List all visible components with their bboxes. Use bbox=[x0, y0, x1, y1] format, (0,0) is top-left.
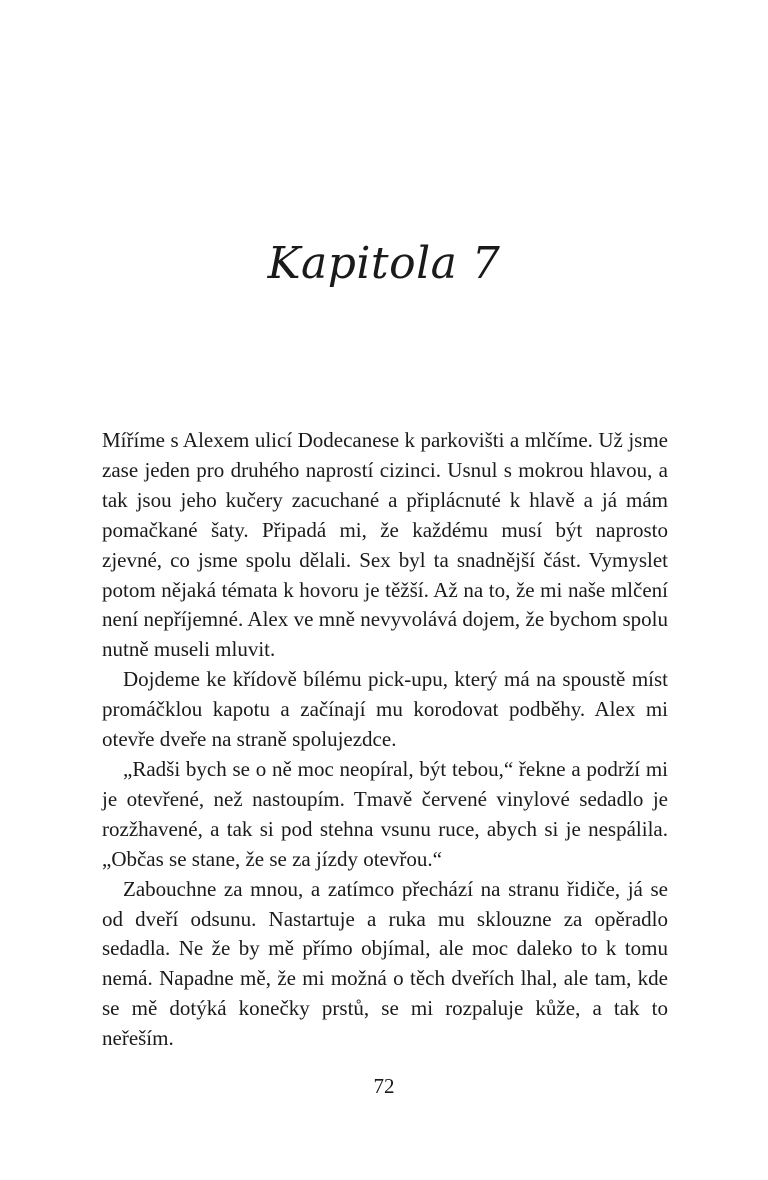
chapter-title: Kapitola 7 bbox=[267, 238, 501, 289]
paragraph-2: Dojdeme ke křídově bílému pick-upu, který má na spoustě míst promáčklou kapotu a začínají mu korodovat podběhy. Alex mi otevře dveře na straně spolujezdce. bbox=[102, 667, 668, 752]
paragraph-3: „Radši bych se o ně moc neopíral, být tebou,“ řekne a podrží mi je otevřené, než nastoupím. Tmavě červené vinylové sedadlo je rozžhavené, a tak si pod stehna vsunu ruce, abych si je nespálila. „Občas se stane, že se za jízdy otevřou.“ bbox=[102, 756, 668, 871]
paragraph-1: Míříme s Alexem ulicí Dodecanese k parkovišti a mlčíme. Už jsme zase jeden pro druhého naprostí cizinci. Usnul s mokrou hlavou, a tak jsou jeho kučery zacuchané a připlácnuté k hlavě a já mám pomačkané šaty. Připadá mi, že každému musí být naprosto zjevné, co jsme spolu dělali. Sex byl ta snadnější část. Vymyslet potom nějaká témata k hovoru je těžší. Až na to, že mi naše mlčení není nepříjemné. Alex ve mně nevyvolává dojem, že bychom spolu nutně museli mluvit. bbox=[102, 428, 668, 662]
page-number: 72 bbox=[373, 1074, 395, 1098]
chapter-body bbox=[102, 426, 668, 1054]
paragraph-4: Zabouchne za mnou, a zatímco přechází na stranu řidiče, já se od dveří odsunu. Nastartuje a ruka mu sklouzne za opěradlo sedadla. Ne že by mě přímo objímal, ale moc daleko to k tomu nemá. Napadne mě, že mi možná o těch dveřích lhal, ale tam, kde se mě dotýká konečky prstů, se mi rozpaluje kůže, a tak to neřeším. bbox=[102, 876, 668, 1051]
